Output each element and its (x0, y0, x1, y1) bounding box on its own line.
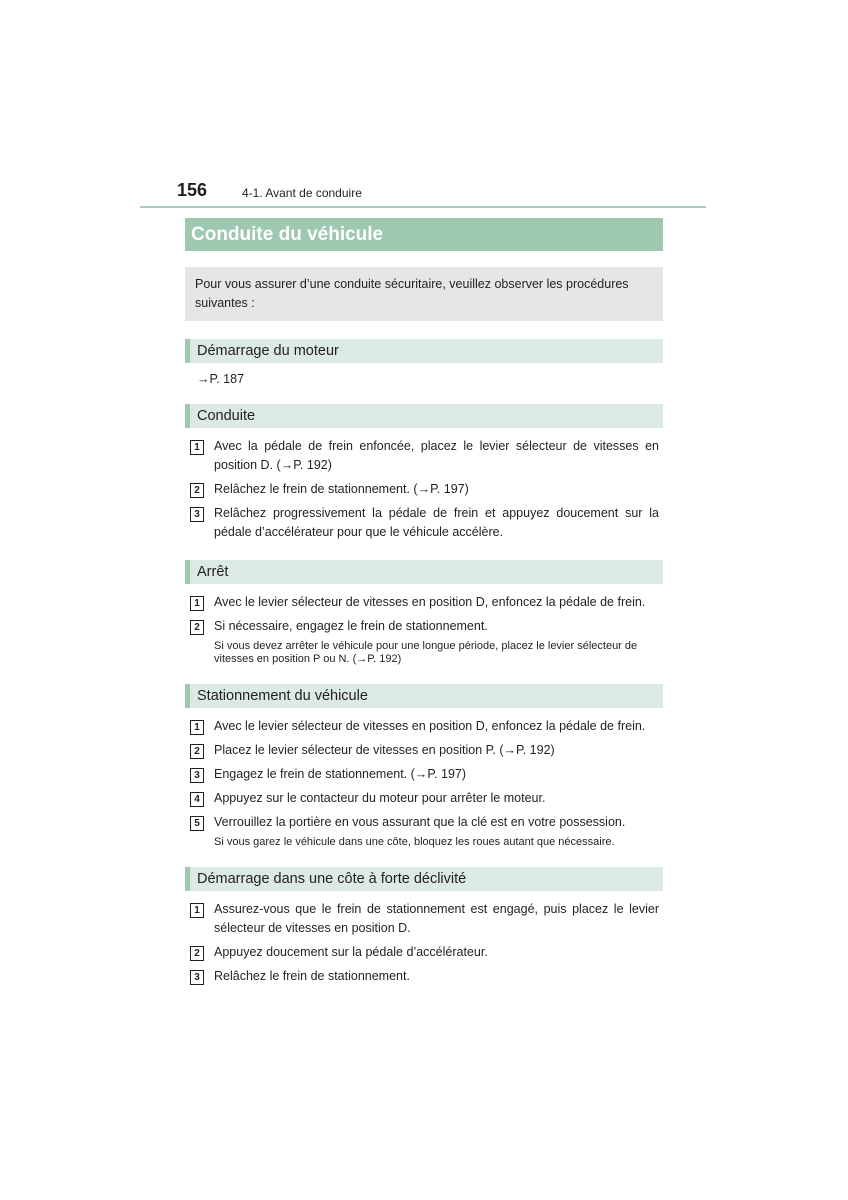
section-heading: Stationnement du véhicule (197, 688, 368, 704)
page-reference: →P. 187 (197, 372, 245, 386)
step-text: Avec le levier sélecteur de vitesses en position D, enfoncez la pédale de frein. (214, 719, 646, 733)
step-number: 2 (190, 744, 204, 759)
step-number: 3 (190, 970, 204, 985)
step-text: Assurez-vous que le frein de stationnement est engagé, puis placez le levier sélecteur de vitesses en position D. (214, 902, 659, 935)
step (185, 593, 663, 612)
step-number: 1 (190, 903, 204, 918)
step-list (185, 593, 663, 666)
step-note: Si vous devez arrêter le véhicule pour une longue période, placez le levier sélecteur de vitesses en position P ou N. (→P. 192) (214, 640, 638, 665)
section-stationnement (185, 684, 663, 849)
step-list (185, 437, 663, 542)
section-heading: Démarrage dans une côte à forte déclivité (197, 871, 467, 887)
step-text: Verrouillez la portière en vous assurant que la clé est en votre possession. (214, 815, 626, 829)
header-rule (140, 206, 706, 208)
content (185, 218, 663, 991)
section-heading-bar (185, 684, 663, 708)
step-number: 1 (190, 596, 204, 611)
step-number: 5 (190, 816, 204, 831)
section-arret (185, 560, 663, 666)
section-heading-bar (185, 404, 663, 428)
section-heading-bar (185, 339, 663, 363)
step-number: 2 (190, 946, 204, 961)
section-conduite (185, 404, 663, 542)
step-text: Relâchez le frein de stationnement. (214, 969, 410, 983)
step-text: Engagez le frein de stationnement. (→P. 197) (214, 767, 467, 781)
step-number: 1 (190, 720, 204, 735)
step-number: 3 (190, 768, 204, 783)
step-number: 2 (190, 620, 204, 635)
section-heading: Conduite (197, 408, 256, 424)
step (185, 504, 663, 542)
step-text: Avec le levier sélecteur de vitesses en position D, enfoncez la pédale de frein. (214, 595, 646, 609)
step-number: 3 (190, 507, 204, 522)
section-demarrage (185, 339, 663, 386)
step (185, 900, 663, 938)
step-number: 1 (190, 440, 204, 455)
section-cote (185, 867, 663, 986)
page-header (0, 0, 848, 210)
section-heading-bar (185, 867, 663, 891)
page-title-bar (185, 218, 663, 251)
step (185, 717, 663, 736)
step-text: Avec la pédale de frein enfoncée, placez le levier sélecteur de vitesses en position D. (→P. 192) (214, 439, 659, 472)
step-list (185, 900, 663, 986)
step-text: Relâchez progressivement la pédale de frein et appuyez doucement sur la pédale d’accélérateur pour que le véhicule accélère. (214, 506, 659, 539)
step-text: Appuyez sur le contacteur du moteur pour arrêter le moteur. (214, 791, 546, 805)
step (185, 813, 663, 832)
page-number: 156 (177, 180, 208, 200)
step-text: Si nécessaire, engagez le frein de stationnement. (214, 619, 488, 633)
step (185, 437, 663, 475)
step-number: 4 (190, 792, 204, 807)
step-number: 2 (190, 483, 204, 498)
page-title: Conduite du véhicule (191, 223, 384, 245)
chapter-title: 4-1. Avant de conduire (242, 186, 362, 200)
step (185, 480, 663, 499)
section-heading-bar (185, 560, 663, 584)
step-list (185, 717, 663, 849)
step (185, 789, 663, 808)
section-heading: Démarrage du moteur (197, 343, 339, 359)
intro-box: Pour vous assurer d’une conduite sécuritaire, veuillez observer les procédures suivantes : (185, 267, 663, 321)
step (185, 765, 663, 784)
step-text: Appuyez doucement sur la pédale d’accélérateur. (214, 945, 488, 959)
step (185, 967, 663, 986)
step (185, 741, 663, 760)
step (185, 617, 663, 636)
step-text: Relâchez le frein de stationnement. (→P. 197) (214, 482, 469, 496)
step (185, 943, 663, 962)
section-heading: Arrêt (197, 564, 229, 580)
step-text: Placez le levier sélecteur de vitesses en position P. (→P. 192) (214, 743, 555, 757)
step-note: Si vous garez le véhicule dans une côte, bloquez les roues autant que nécessaire. (214, 836, 615, 848)
